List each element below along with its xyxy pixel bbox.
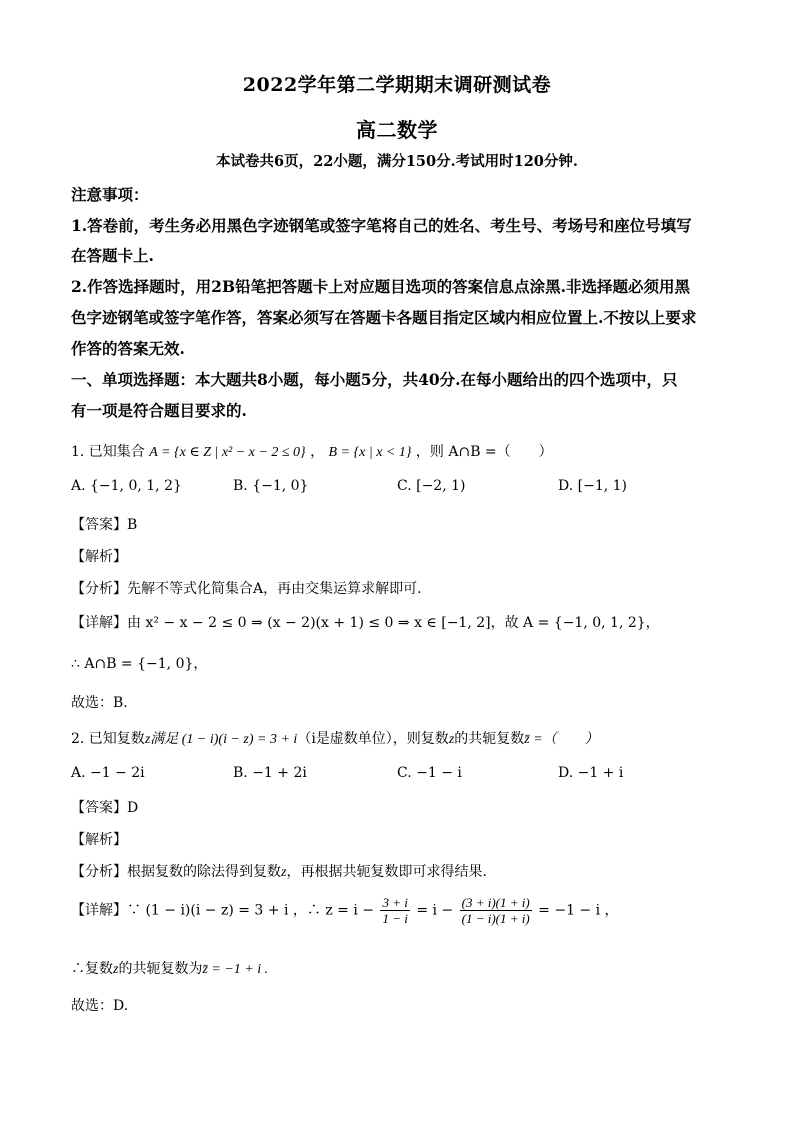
q1-therefore: ∴ A∩B = {−1, 0}， — [71, 656, 208, 672]
q2-fraction-2-num: (3 + i)(1 + i) — [461, 895, 530, 910]
q1-set-b: B = {x | x < 1} — [328, 445, 412, 460]
exam-info: 本试卷共6页，22小题，满分150分.考试用时120分钟. — [216, 153, 578, 170]
section1-line2: 有一项是符合题目要求的. — [71, 401, 247, 420]
q1-option-a: A. {−1, 0, 1, 2} — [71, 478, 182, 494]
q1-option-c: C. [−2, 1) — [397, 478, 466, 494]
q1-choose: 故选：B. — [71, 695, 128, 711]
q2-option-b: B. −1 + 2i — [233, 765, 307, 781]
q2-z: z — [144, 732, 151, 747]
notice-item2-line2: 色字迹钢笔或签字笔作答，答案必须写在答题卡各题目指定区域内相应位置上.不按以上要求 — [71, 308, 697, 327]
q1-answer: 【答案】B — [71, 517, 138, 533]
subject-title: 高二数学 — [356, 118, 438, 142]
notice-item1-line1: 1.答卷前，考生务必用黑色字迹钢笔或签字笔将自己的姓名、考生号、考场号和座位号填写 — [71, 216, 692, 235]
q2-detail — [71, 895, 619, 926]
q2-prefix: 2. 已知复数 — [71, 731, 145, 747]
q1-option-d: D. [−1, 1) — [558, 478, 627, 494]
q2-fenxi-z: z — [281, 865, 287, 880]
q2-option-d: D. −1 + i — [558, 765, 624, 781]
q2-fraction-1 — [380, 895, 409, 926]
q2-zbar: z̄ =（ ） — [524, 732, 599, 747]
section1-line1: 一、单项选择题：本大题共8小题，每小题5分，共40分.在每小题给出的四个选项中，只 — [71, 370, 678, 389]
q2-mid: （i是虚数单位），则复数 — [297, 731, 449, 747]
q2-condition: 满足 (1 − i)(i − z) = 3 + i — [150, 732, 298, 747]
q2-conjugate — [71, 958, 268, 978]
notice-item2-line3: 作答的答案无效. — [71, 339, 185, 358]
exam-title: 2022学年第二学期期末调研测试卷 — [242, 74, 552, 96]
q1-fenxi: 【分析】先解不等式化简集合A，再由交集运算求解即可. — [71, 581, 422, 597]
q2-option-c: C. −1 − i — [397, 765, 462, 781]
q1-suffix: ，则 A∩B =（ ） — [415, 444, 553, 460]
notice-item1-line2: 在答题卡上. — [71, 246, 154, 265]
q2-fenxi-b: ，再根据共轭复数即可求得结果. — [286, 864, 487, 880]
q2-fraction-1-den: 1 − i — [382, 911, 408, 926]
q1-analysis-label: 【解析】 — [71, 549, 127, 565]
q2-analysis-label: 【解析】 — [71, 832, 127, 848]
q2-option-a: A. −1 − 2i — [71, 765, 145, 781]
notice-heading: 注意事项： — [71, 185, 149, 204]
q2-fraction-2 — [460, 895, 532, 926]
q2-tail: 的共轭复数 — [454, 731, 525, 747]
q1-sep: ， — [310, 444, 325, 460]
q2-conj-a: ∴复数 — [71, 961, 113, 977]
question-1 — [71, 441, 553, 461]
q1-option-b: B. {−1, 0} — [233, 478, 309, 494]
q2-conj-z: z — [113, 962, 119, 977]
q2-fenxi — [71, 861, 487, 881]
q2-z-2: z — [448, 732, 455, 747]
q1-set-a: A = {x ∈ Z | x² − x − 2 ≤ 0} — [149, 445, 306, 460]
q1-prefix: 1. 已知集合 — [71, 444, 145, 460]
q2-detail-c: = −1 − i ， — [538, 902, 619, 919]
q2-choose: 故选：D. — [71, 998, 129, 1014]
q2-conj-b: 的共轭复数为 — [118, 961, 203, 977]
q2-fraction-2-den: (1 − i)(1 + i) — [461, 911, 530, 926]
q2-fenxi-a: 【分析】根据复数的除法得到复数 — [71, 864, 281, 880]
question-2 — [71, 728, 599, 748]
q2-detail-b: = i − — [416, 902, 454, 919]
q2-fraction-1-num: 3 + i — [382, 895, 408, 910]
q1-detail: 【详解】由 x² − x − 2 ≤ 0 ⇒ (x − 2)(x + 1) ≤ 0 ⇒ x ∈ [−1, 2]，故 A = {−1, 0, 1, 2}， — [71, 615, 660, 631]
q2-conj-c: z̄ = −1 + i . — [202, 962, 269, 977]
q2-detail-a: 【详解】∵ (1 − i)(i − z) = 3 + i ，∴ z = i − — [71, 902, 375, 919]
notice-item2-line1: 2.作答选择题时，用2B铅笔把答题卡上对应题目选项的答案信息点涂黑.非选择题必须用黑 — [71, 277, 690, 296]
q2-answer: 【答案】D — [71, 800, 139, 816]
